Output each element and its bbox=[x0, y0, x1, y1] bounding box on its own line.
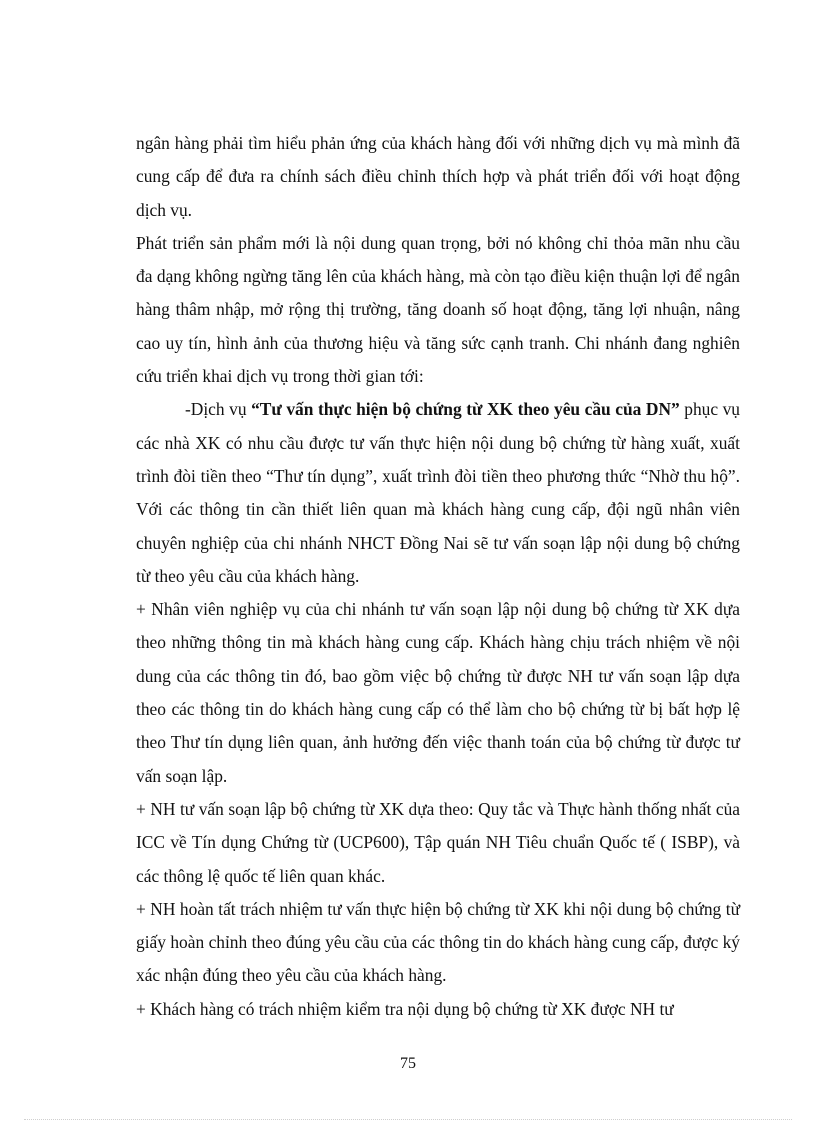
paragraph-service bbox=[136, 393, 740, 593]
service-intro: -Dịch vụ bbox=[185, 399, 252, 420]
service-name: “Tư vấn thực hiện bộ chứng từ XK theo yêu cầu của DN” bbox=[251, 399, 680, 420]
bullet-completion: + NH hoàn tất trách nhiệm tư vấn thực hiện bộ chứng từ XK khi nội dung bộ chứng từ giấy hoàn chỉnh theo đúng yêu cầu của các thông tin do khách hàng cung cấp, được ký xác nhận đúng theo yêu cầu của khách hàng. bbox=[136, 898, 740, 986]
bullet-staff-responsibility: + Nhân viên nghiệp vụ của chi nhánh tư vấn soạn lập nội dung bộ chứng từ XK dựa theo những thông tin mà khách hàng cung cấp. Khách hàng chịu trách nhiệm về nội dung của các thông tin đó, bao gồm việc bộ chứng từ được NH tư vấn soạn lập dựa theo các thông tin do khách hàng cung cấp có thể làm cho bộ chứng từ bị bất hợp lệ theo Thư tín dụng liên quan, ảnh hưởng đến việc thanh toán của bộ chứng từ được tư vấn soạn lập. bbox=[136, 599, 740, 786]
paragraph-continuation: ngân hàng phải tìm hiểu phản ứng của khách hàng đối với những dịch vụ mà mình đã cung cấp để đưa ra chính sách điều chỉnh thích hợp và phát triển đối với hoạt động dịch vụ. bbox=[136, 133, 740, 220]
paragraph-new-product: Phát triển sản phẩm mới là nội dung quan trọng, bởi nó không chỉ thỏa mãn nhu cầu đa dạng không ngừng tăng lên của khách hàng, mà còn tạo điều kiện thuận lợi để ngân hàng thâm nhập, mở rộng thị trường, tăng doanh số hoạt động, tăng lợi nhuận, nâng cao uy tín, hình ảnh của thương hiệu và tăng sức cạnh tranh. Chi nhánh đang nghiên cứu triển khai dịch vụ trong thời gian tới: bbox=[136, 232, 740, 387]
footer-divider bbox=[24, 1119, 792, 1120]
bullet-customer-check: + Khách hàng có trách nhiệm kiểm tra nội dụng bộ chứng từ XK được NH tư bbox=[136, 998, 674, 1019]
page-number: 75 bbox=[400, 1055, 416, 1072]
service-description: phục vụ các nhà XK có nhu cầu được tư vấn thực hiện nội dung bộ chứng từ hàng xuất, xuất trình đòi tiền theo “Thư tín dụng”, xuất trình đòi tiền theo phương thức “Nhờ thu hộ”. Với các thông tin cần thiết liên quan mà khách hàng cung cấp, đội ngũ nhân viên chuyên nghiệp của chi nhánh NHCT Đồng Nai sẽ tư vấn soạn lập nội dung bộ chứng từ theo yêu cầu của khách hàng. bbox=[136, 399, 740, 586]
bullet-standards: + NH tư vấn soạn lập bộ chứng từ XK dựa theo: Quy tắc và Thực hành thống nhất của ICC về Tín dụng Chứng từ (UCP600), Tập quán NH Tiêu chuẩn Quốc tế ( ISBP), và các thông lệ quốc tế liên quan khác. bbox=[136, 798, 740, 886]
body-text bbox=[136, 127, 740, 1026]
